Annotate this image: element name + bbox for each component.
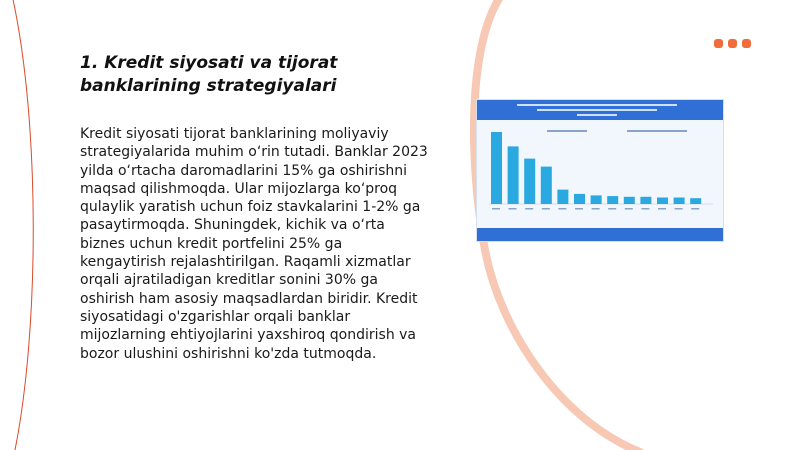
chart-tick-label: [492, 208, 500, 210]
chart-image: [476, 99, 724, 242]
chart-bar: [508, 146, 519, 204]
chart-tick-label: [641, 208, 649, 210]
chart-bar: [541, 167, 552, 204]
chart-thumbnail: [477, 100, 723, 241]
chart-tick-label: [509, 208, 517, 210]
chart-bar: [657, 198, 668, 205]
chart-title-line: [517, 104, 677, 106]
chart-bar: [557, 190, 568, 204]
chart-title-line: [537, 109, 657, 111]
dot-icon: [742, 39, 751, 48]
slide-title: 1. Kredit siyosati va tijorat banklarining strategiyalari: [80, 53, 338, 96]
dot-icon: [714, 39, 723, 48]
chart-tick-label: [592, 208, 600, 210]
chart-bar: [690, 198, 701, 204]
chart-footer-band: [477, 228, 723, 241]
chart-tick-label: [608, 208, 616, 210]
chart-legend-item: [627, 130, 687, 132]
chart-bar: [491, 132, 502, 204]
chart-bar: [624, 197, 635, 204]
slide-body-text: Kredit siyosati tijorat banklarining moliyaviy strategiyalarida muhim o‘rin tutadi. Banklar 2023 yilda o‘rtacha daromadlarini 15% ga oshirishni maqsad qilishmoqda. Ular mijozlarga ko‘proq qulaylik yaratish uchun foiz stavkalarini 1-2% ga pasaytirmoqda. Shuningdek, kichik va o‘rta biznes uchun kredit portfelini 25% ga kengaytirish rejalashtirilgan. Raqamli xizmatlar orqali ajratiladigan kreditlar sonini 30% ga oshirish ham asosiy maqsadlardan biridir. Kredit siyosatidagi o'zgarishlar orqali banklar mijozlarning ehtiyojlarini yaxshiroq qondirish va bozor ulushini oshirishni ko'zda tutmoqda.: [80, 126, 428, 362]
chart-tick-label: [575, 208, 583, 210]
left-edge-line: [12, 0, 33, 450]
chart-tick-label: [675, 208, 683, 210]
chart-bar: [674, 198, 685, 205]
chart-tick-label: [691, 208, 699, 210]
chart-tick-label: [525, 208, 533, 210]
chart-bar: [574, 194, 585, 204]
chart-bar: [591, 195, 602, 204]
chart-bar: [640, 197, 651, 204]
chart-title-line: [577, 114, 617, 116]
chart-legend-item: [547, 130, 587, 132]
three-dots-icon: [714, 39, 751, 48]
chart-tick-label: [625, 208, 633, 210]
chart-bar: [607, 196, 618, 204]
dot-icon: [728, 39, 737, 48]
chart-tick-label: [558, 208, 566, 210]
chart-bar: [524, 159, 535, 204]
chart-tick-label: [542, 208, 550, 210]
chart-tick-label: [658, 208, 666, 210]
